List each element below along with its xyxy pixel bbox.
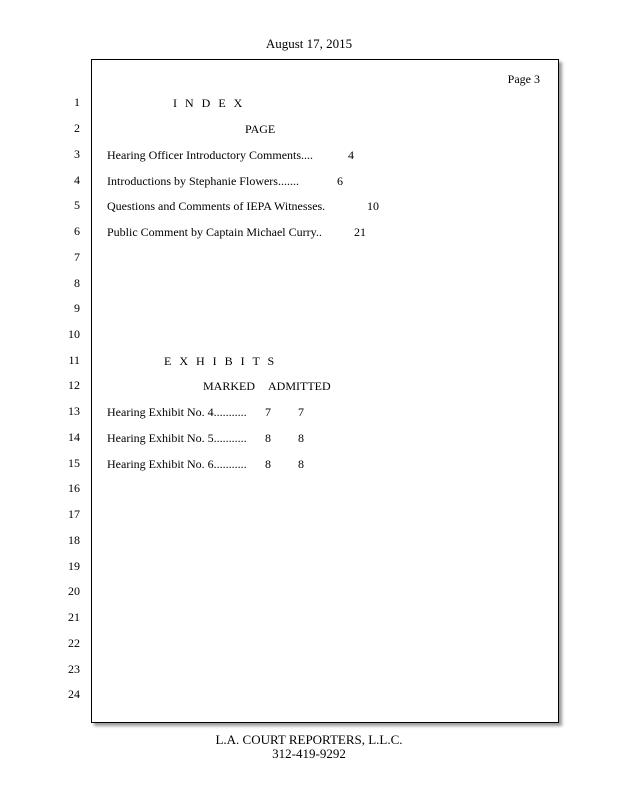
exhibit-entry-label: Hearing Exhibit No. 6........... bbox=[107, 457, 247, 471]
index-entry-page: 10 bbox=[367, 199, 379, 213]
line-number: 16 bbox=[68, 481, 80, 495]
line-number: 12 bbox=[68, 378, 80, 392]
line-number: 1 bbox=[74, 95, 80, 109]
line-number: 4 bbox=[74, 173, 80, 187]
exhibit-entry-admitted: 8 bbox=[298, 431, 304, 445]
exhibit-entry-marked: 8 bbox=[265, 457, 271, 471]
exhibits-title: E X H I B I T S bbox=[164, 354, 277, 368]
exhibit-entry-label: Hearing Exhibit No. 4........... bbox=[107, 405, 247, 419]
exhibit-entry-marked: 7 bbox=[265, 405, 271, 419]
line-number: 7 bbox=[74, 250, 80, 264]
line-number: 17 bbox=[68, 507, 80, 521]
line-number: 5 bbox=[74, 198, 80, 212]
index-entry-label: Public Comment by Captain Michael Curry.. bbox=[107, 225, 322, 239]
line-number: 19 bbox=[68, 559, 80, 573]
line-number: 2 bbox=[74, 121, 80, 135]
exhibits-admitted-header: ADMITTED bbox=[268, 379, 331, 393]
index-entry-label: Hearing Officer Introductory Comments.... bbox=[107, 148, 314, 162]
line-number: 6 bbox=[74, 224, 80, 238]
index-title: I N D E X bbox=[173, 96, 245, 110]
index-entry-label: Introductions by Stephanie Flowers....... bbox=[107, 174, 299, 188]
index-entry-page: 4 bbox=[348, 148, 354, 162]
line-number: 3 bbox=[74, 147, 80, 161]
line-number: 20 bbox=[68, 584, 80, 598]
line-number: 23 bbox=[68, 662, 80, 676]
line-number: 18 bbox=[68, 533, 80, 547]
index-entry-page: 6 bbox=[337, 174, 343, 188]
line-number: 9 bbox=[74, 301, 80, 315]
line-number: 8 bbox=[74, 276, 80, 290]
exhibit-entry-admitted: 7 bbox=[298, 405, 304, 419]
transcript-page bbox=[91, 59, 559, 723]
exhibit-entry-admitted: 8 bbox=[298, 457, 304, 471]
line-number: 13 bbox=[68, 404, 80, 418]
line-number: 15 bbox=[68, 456, 80, 470]
footer-phone: 312-419-9292 bbox=[272, 746, 346, 761]
exhibits-marked-header: MARKED bbox=[203, 379, 256, 393]
line-number: 14 bbox=[68, 430, 80, 444]
header-date: August 17, 2015 bbox=[265, 36, 353, 51]
exhibit-entry-label: Hearing Exhibit No. 5........... bbox=[107, 431, 247, 445]
line-number: 10 bbox=[68, 327, 80, 341]
line-number: 21 bbox=[68, 610, 80, 624]
index-entry-page: 21 bbox=[354, 225, 366, 239]
line-number: 11 bbox=[68, 353, 80, 367]
page-number: Page 3 bbox=[507, 72, 540, 86]
footer-company: L.A. COURT REPORTERS, L.L.C. bbox=[215, 732, 403, 747]
exhibit-entry-marked: 8 bbox=[265, 431, 271, 445]
index-page-header: PAGE bbox=[245, 122, 276, 136]
line-number: 24 bbox=[68, 687, 80, 701]
line-number: 22 bbox=[68, 636, 80, 650]
index-entry-label: Questions and Comments of IEPA Witnesses. bbox=[107, 199, 326, 213]
footer bbox=[0, 733, 618, 761]
